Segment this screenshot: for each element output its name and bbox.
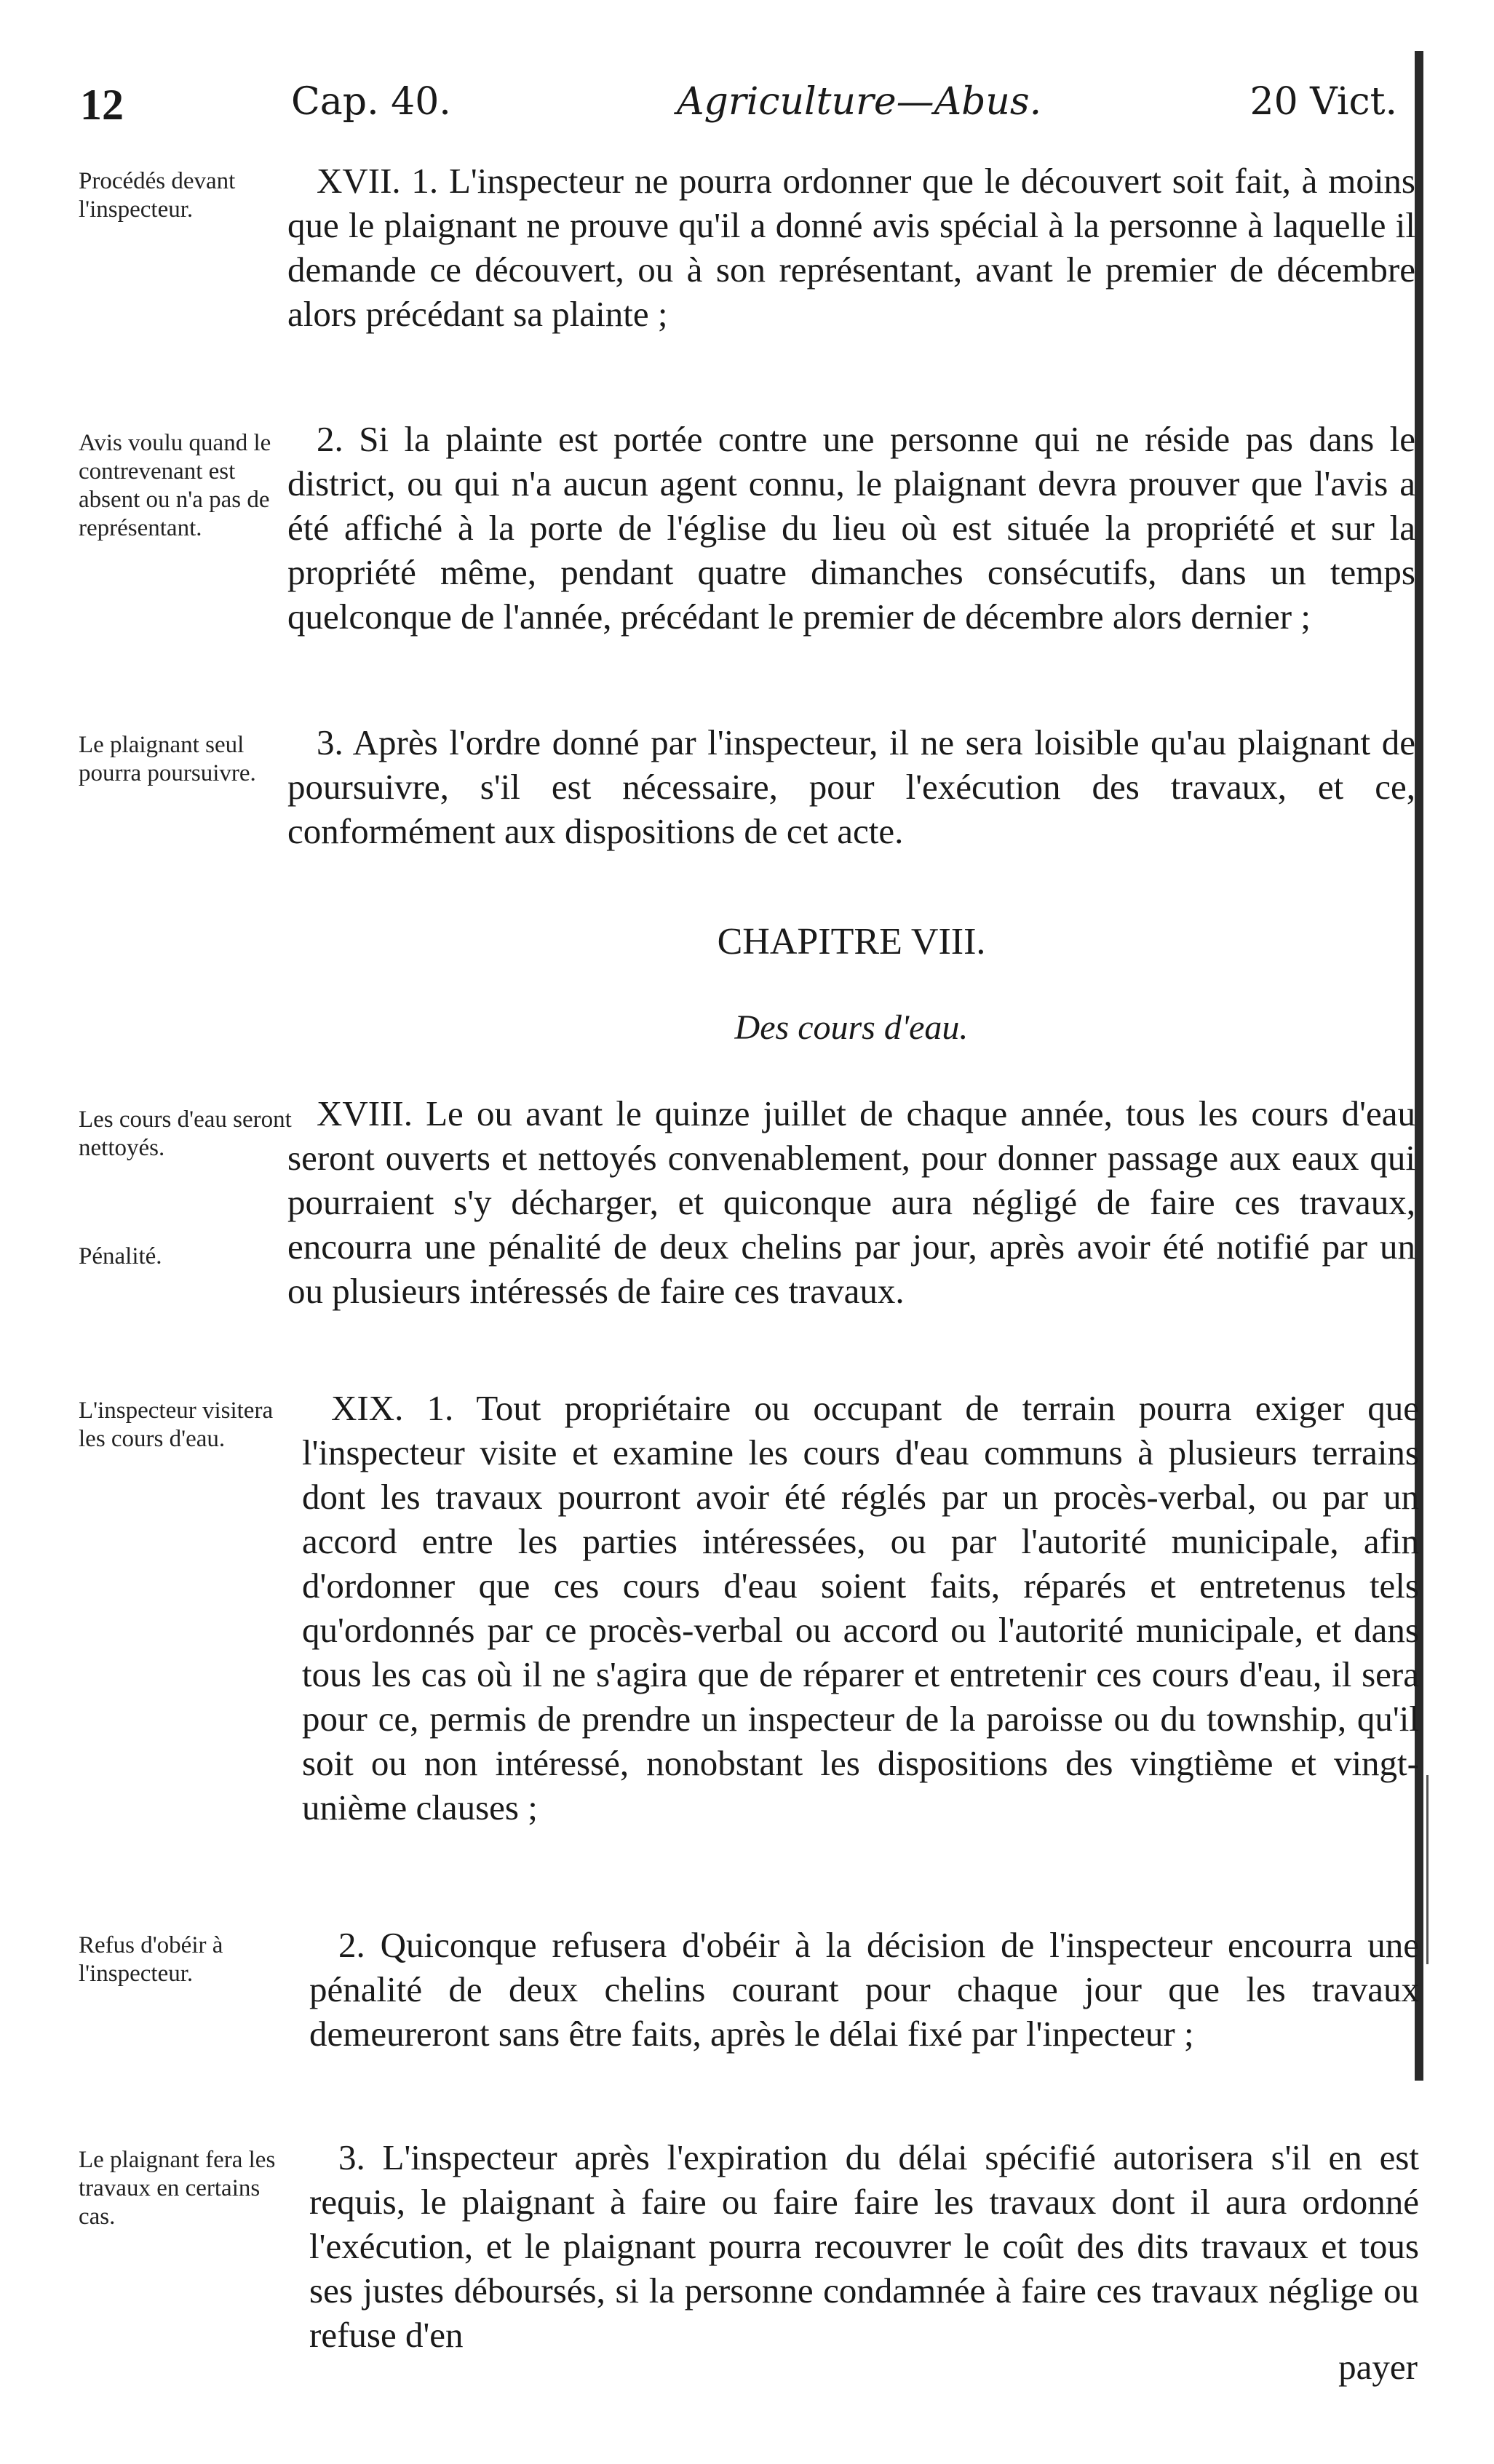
paragraph: 3. L'inspecteur après l'expiration du délai spécifié autorisera s'il en est requis, le plaignant à faire ou faire faire les travaux dont il aura ordonné l'exécution, et le plaignant pourra recouvrer le coût des dits travaux et tous ses justes déboursés, si la personne condamnée à faire ces travaux néglige ou refuse d'en xyxy=(309,2137,1419,2355)
margin-note: L'inspecteur visitera les cours d'eau. xyxy=(79,1398,274,1452)
paragraph: XVII. 1. L'inspecteur ne pourra ordonner que le découvert soit fait, à moins que le plaignant ne prouve qu'il a donné avis spécial à la personne à laquelle il demande ce découvert, ou à son représentant, avant le premier de décembre alors précédant sa plainte ; xyxy=(287,161,1415,334)
margin-note: Le plaignant seul pourra poursuivre. xyxy=(79,732,256,786)
chapter-subtitle: Des cours d'eau. xyxy=(734,1008,969,1047)
page-number: 12 xyxy=(80,81,124,129)
volume-ref: 20 Vict. xyxy=(1249,80,1397,124)
paragraph: 2. Si la plainte est portée contre une personne qui ne réside pas dans le district, ou qui n'a aucun agent connu, le plaignant devra prouver que l'avis a été affiché à la porte de l'église du lieu où est située la propriété et sur la propriété même, pendant quatre dimanches consécutifs, dans un temps quelconque de l'année, précédant le premier de décembre alors dernier ; xyxy=(287,419,1415,637)
margin-note: Avis voulu quand le contrevenant est absent ou n'a pas de représentant. xyxy=(79,430,271,541)
catchword: payer xyxy=(1338,2347,1418,2387)
paragraph: XIX. 1. Tout propriétaire ou occupant de terrain pourra exiger que l'inspecteur visite et examine les cours d'eau communs à plusieurs terrains dont les travaux pourront avoir été réglés par un procès-verbal, ou par un accord entre les parties intéressées, ou par l'autorité municipale, afin d'ordonner que ces cours d'eau soient faits, réparés et entretenus tels qu'ordonnés par ce procès-verbal ou accord ou l'autorité municipale, et dans tous les cas où il ne s'agira que de réparer et entretenir ces cours d'eau, il sera pour ce, permis de prendre un inspecteur de la paroisse ou du township, qu'il soit ou non intéressé, nonobstant les dispositions des vingtième et vingt-unième clauses ; xyxy=(302,1388,1419,1827)
margin-note: Pénalité. xyxy=(79,1243,162,1269)
margin-note: Procédés devant l'inspecteur. xyxy=(79,168,236,223)
margin-note: Refus d'obéir à l'inspecteur. xyxy=(79,1932,223,1987)
running-title: Agriculture—Abus. xyxy=(677,80,1042,124)
margin-note: Le plaignant fera les travaux en certains cas. xyxy=(79,2147,276,2230)
binding-edge-mark xyxy=(1426,1775,1429,1964)
paragraph: 2. Quiconque refusera d'obéir à la décision de l'inspecteur encourra une pénalité de deux chelins courant pour chaque jour que les travaux demeureront sans être faits, après le délai fixé par l'inpecteur ; xyxy=(309,1925,1419,2054)
chapter-ref: Cap. 40. xyxy=(291,80,451,124)
margin-note: Les cours d'eau seront nettoyés. xyxy=(79,1107,292,1161)
chapter-heading: CHAPITRE VIII. xyxy=(717,921,986,962)
paragraph: XVIII. Le ou avant le quinze juillet de chaque année, tous les cours d'eau seront ouverts et nettoyés convenablement, pour donner passage aux eaux qui pourraient s'y décharger, et quiconque aura négligé de faire ces travaux, encourra une pénalité de deux chelins par jour, après avoir été notifié par un ou plusieurs intéressés de faire ces travaux. xyxy=(287,1093,1415,1311)
running-header xyxy=(80,80,1397,145)
paragraph: 3. Après l'ordre donné par l'inspecteur, il ne sera loisible qu'au plaignant de poursuivre, s'il est nécessaire, pour l'exécution des travaux, et ce, conformément aux dispositions de cet acte. xyxy=(287,722,1415,851)
